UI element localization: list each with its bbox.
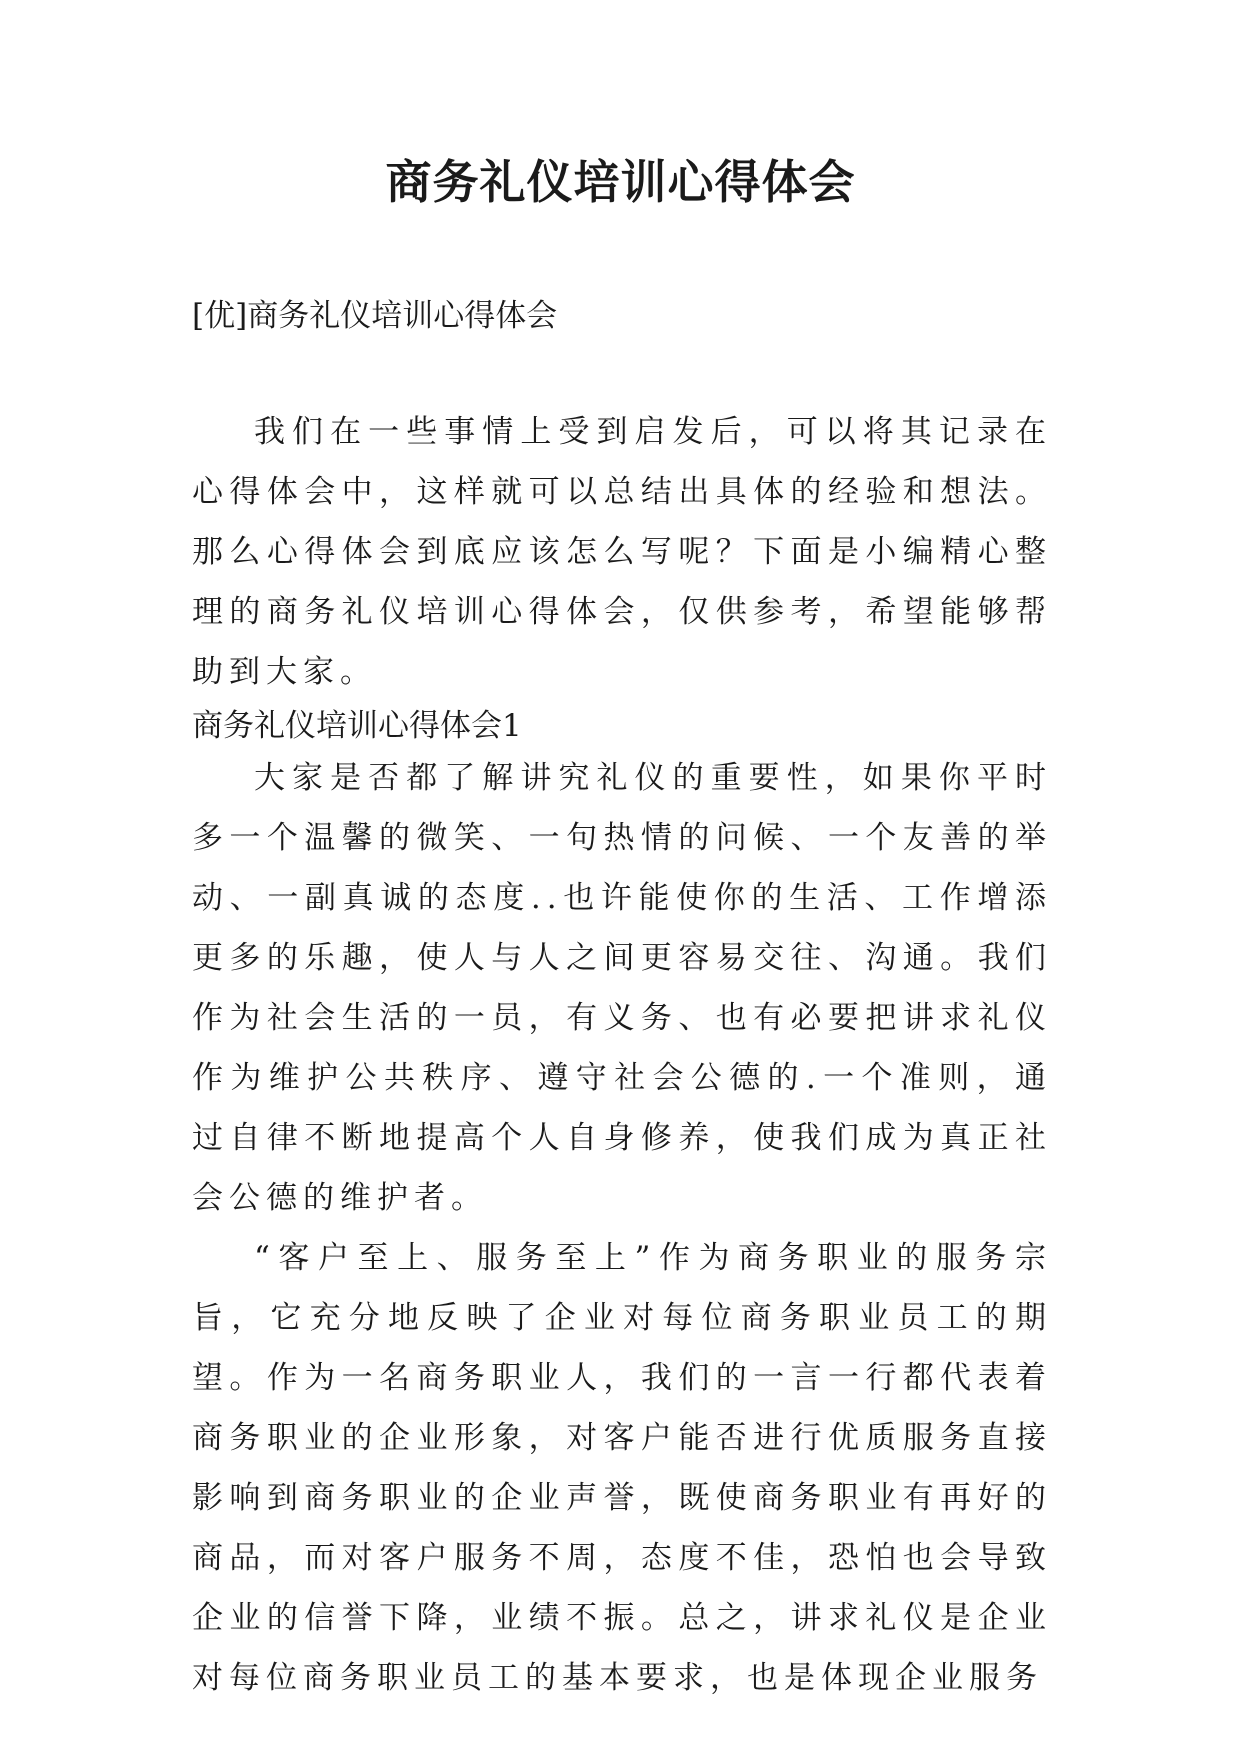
body-paragraph: “客户至上、服务至上”作为商务职业的服务宗旨，它充分地反映了企业对每位商务职业员工的期望。作为一名商务职业人，我们的一言一行都代表着商务职业的企业形象，对客户能否进行优质服务直接影响到商务职业的企业声誉，既使商务职业有再好的商品，而对客户服务不周，态度不佳，恐怕也会导致企业的信誉下降，业绩不振。总之，讲求礼仪是企业对每位商务职业员工的基本要求，也是体现企业服务 [192,1240,1052,1696]
document-subtitle: [优]商务礼仪培训心得体会 [192,298,558,334]
document-title: 商务礼仪培训心得体会 [385,155,856,209]
section-body [192,748,1052,1708]
body-paragraph: 大家是否都了解讲究礼仪的重要性，如果你平时多一个温馨的微笑、一句热情的问候、一个友善的举动、一副真诚的态度..也许能使你的生活、工作增添更多的乐趣，使人与人之间更容易交往、沟通。我们作为社会生活的一员，有义务、也有必要把讲求礼仪作为维护公共秩序、遵守社会公德的.一个准则，通过自律不断地提高个人自身修养，使我们成为真正社会公德的维护者。 [192,760,1052,1216]
intro-block [192,402,1052,702]
section-heading: 商务礼仪培训心得体会1 [192,708,522,744]
intro-paragraph: 我们在一些事情上受到启发后，可以将其记录在心得体会中，这样就可以总结出具体的经验和想法。那么心得体会到底应该怎么写呢？下面是小编精心整理的商务礼仪培训心得体会，仅供参考，希望能够帮助到大家。 [192,414,1052,690]
